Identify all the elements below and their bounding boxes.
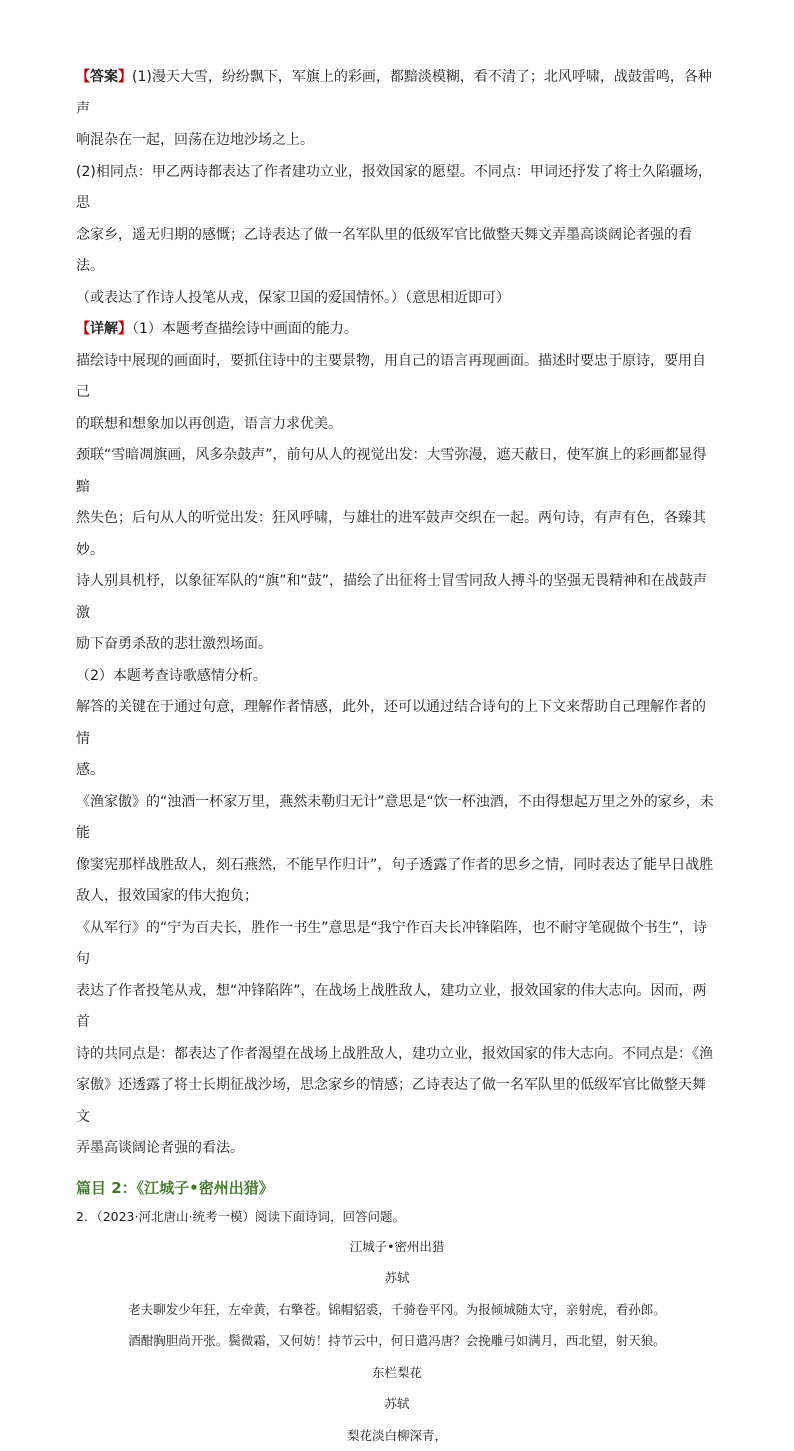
detail-line-8: （2）本题考查诗歌感情分析。: [76, 661, 718, 693]
detail-text-1: （1）本题考查描绘诗中画面的能力。: [132, 321, 358, 337]
detail-line-14: 《从军行》的“宁为百夫长，胜作一书生”意思是“我宁作百夫长冲锋陷阵，也不耐守笔砚做个书生”，诗句: [76, 913, 718, 976]
answer-line-4: 念家乡，遥无归期的感慨；乙诗表达了做一名军队里的低级军官比做整天舞文弄墨高谈阔论者强的看法。: [76, 220, 718, 283]
detail-line-10: 感。: [76, 755, 718, 787]
detail-line-4: 颈联“雪暗凋旗画，风多杂鼓声”，前句从人的视觉出发：大雪弥漫，遮天蔽日，使军旗上的彩画都显得黯: [76, 440, 718, 503]
detail-line-12: 像窦宪那样战胜敌人，刻石燕然，不能早作归计”，句子透露了作者的思乡之情，同时表达了能早日战胜: [76, 850, 718, 882]
detail-bracket-close: 】: [118, 321, 132, 337]
detail-line-6: 诗人别具机杼，以象征军队的“旗”和“鼓”，描绘了出征将士冒雪同敌人搏斗的坚强无畏精神和在战鼓声激: [76, 566, 718, 629]
poem-author-1: 苏轼: [76, 1262, 718, 1294]
poem-line-1: 老夫聊发少年狂，左牵黄，右擎苍。锦帽貂裘，千骑卷平冈。为报倾城随太守，亲射虎，看孙郎。: [76, 1294, 718, 1326]
detail-line-13: 敌人，报效国家的伟大抱负；: [76, 881, 718, 913]
answer-bracket-open: 【: [76, 69, 90, 85]
answer-line-5: （或表达了作诗人投笔从戎，保家卫国的爱国情怀。）（意思相近即可）: [76, 283, 718, 315]
detail-line-9: 解答的关键在于通过句意，理解作者情感，此外，还可以通过结合诗句的上下文来帮助自己理解作者的情: [76, 692, 718, 755]
detail-line-1: [76, 314, 718, 346]
answer-label: 答案: [90, 69, 118, 85]
poem-title-1: 江城子•密州出猎: [76, 1231, 718, 1263]
detail-bracket-open: 【: [76, 321, 90, 337]
detail-line-7: 励下奋勇杀敌的悲壮激烈场面。: [76, 629, 718, 661]
question-stem: 2．（2023·河北唐山·统考一模）阅读下面诗词，回答问题。: [76, 1203, 718, 1231]
detail-line-5: 然失色；后句从人的听觉出发：狂风呼啸，与雄壮的进军鼓声交织在一起。两句诗，有声有色，各臻其妙。: [76, 503, 718, 566]
detail-line-15: 表达了作者投笔从戎，想“冲锋陷阵”，在战场上战胜敌人，建功立业，报效国家的伟大志向。因而，两首: [76, 976, 718, 1039]
poem-title-2: 东栏梨花: [76, 1357, 718, 1389]
detail-line-18: 弄墨高谈阔论者强的看法。: [76, 1133, 718, 1165]
answer-line-2: 响混杂在一起，回荡在边地沙场之上。: [76, 125, 718, 157]
answer-text-1: (1)漫天大雪，纷纷飘下，军旗上的彩画，都黯淡模糊，看不清了；北风呼啸，战鼓雷鸣，各种声: [76, 69, 712, 117]
poem-line-3: 梨花淡白柳深青，: [76, 1420, 718, 1451]
detail-line-16: 诗的共同点是：都表达了作者渴望在战场上战胜敌人，建功立业，报效国家的伟大志向。不同点是：《渔: [76, 1039, 718, 1071]
detail-line-11: 《渔家傲》的“浊酒一杯家万里，燕然未勒归无计”意思是“饮一杯浊酒，不由得想起万里之外的家乡，未能: [76, 787, 718, 850]
section-heading: 篇目 2：《江城子•密州出猎》: [76, 1173, 718, 1203]
poem-line-2: 酒酣胸胆尚开张。鬓微霜，又何妨！持节云中，何日遣冯唐？会挽雕弓如满月，西北望，射天狼。: [76, 1325, 718, 1357]
detail-line-17: 家傲》还透露了将士长期征战沙场，思念家乡的情感；乙诗表达了做一名军队里的低级军官比做整天舞文: [76, 1070, 718, 1133]
detail-line-2: 描绘诗中展现的画面时，要抓住诗中的主要景物，用自己的语言再现画面。描述时要忠于原诗，要用自己: [76, 346, 718, 409]
detail-label: 详解: [90, 321, 118, 337]
detail-line-3: 的联想和想象加以再创造，语言力求优美。: [76, 409, 718, 441]
document-page: [76, 62, 718, 1451]
answer-line-3: (2)相同点：甲乙两诗都表达了作者建功立业，报效国家的愿望。不同点：甲词还抒发了将士久陷疆场，思: [76, 157, 718, 220]
poem-author-2: 苏轼: [76, 1388, 718, 1420]
answer-bracket-close: 】: [118, 69, 132, 85]
answer-line-1: [76, 62, 718, 125]
